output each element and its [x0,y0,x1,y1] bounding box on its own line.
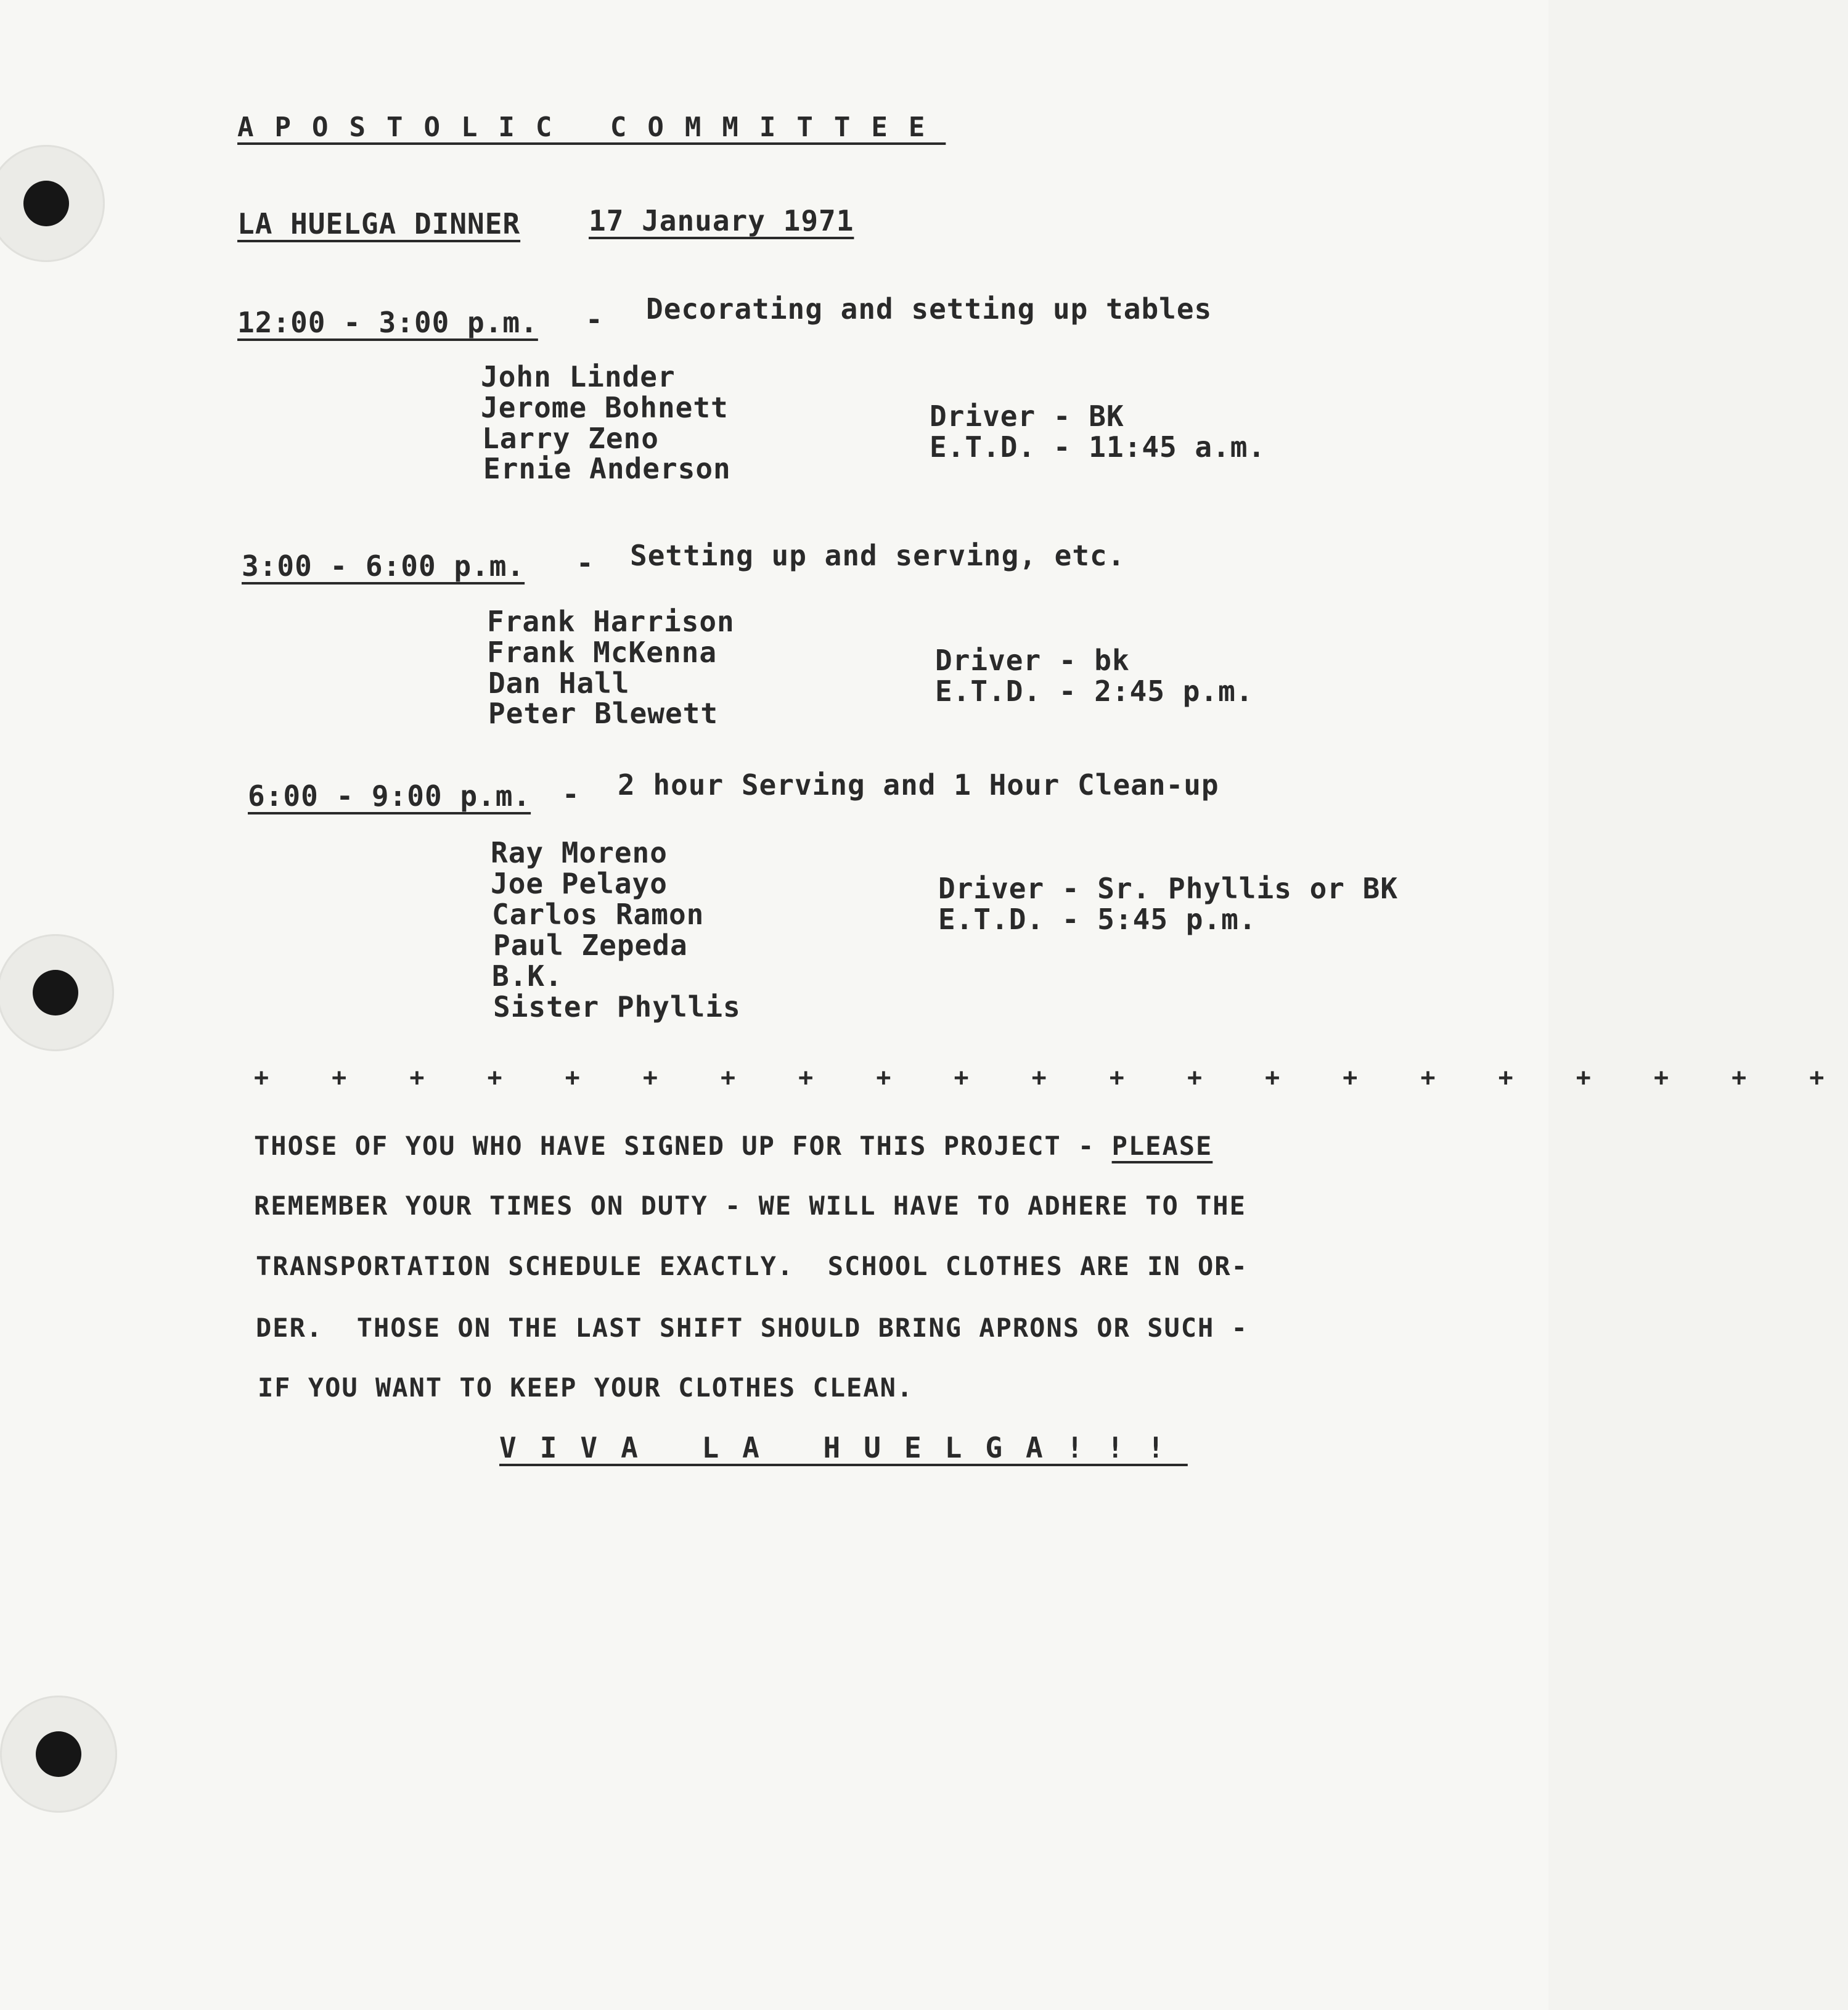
driver-info: Driver - BK [930,400,1124,433]
punch-hole-top [0,145,105,262]
volunteer-name: Carlos Ramon [492,898,705,931]
document-title: APOSTOLIC COMMITTEE [237,112,946,143]
event-name: LA HUELGA DINNER [237,207,521,240]
punch-hole-middle [0,934,114,1051]
shift-task: Setting up and serving, etc. [630,539,1126,572]
volunteer-name: Jerome Bohnett [481,391,729,424]
notice-line: IF YOU WANT TO KEEP YOUR CLOTHES CLEAN. [258,1372,914,1403]
shift-dash: - [576,546,594,580]
closing-slogan: VIVA LA HUELGA!!! [499,1431,1188,1464]
volunteer-name: Peter Blewett [488,697,719,730]
volunteer-name: Frank Harrison [487,605,735,638]
shift-dash: - [586,303,603,336]
notice-line [254,1133,1212,1159]
notice-line: REMEMBER YOUR TIMES ON DUTY - WE WILL HAVE TO ADHERE TO THE [254,1191,1246,1221]
volunteer-name: Sister Phyllis [493,990,741,1023]
shift-task: 2 hour Serving and 1 Hour Clean-up [618,768,1219,802]
etd-info: E.T.D. - 11:45 a.m. [930,430,1266,464]
driver-info: Driver - bk [935,644,1130,677]
shift-dash: - [562,777,580,811]
volunteer-name: Paul Zepeda [493,929,688,962]
driver-info: Driver - Sr. Phyllis or BK [938,872,1399,905]
volunteer-name: Joe Pelayo [491,867,668,900]
volunteer-name: Dan Hall [488,667,630,700]
notice-line-text: THOSE OF YOU WHO HAVE SIGNED UP FOR THIS PROJECT - [254,1131,1112,1161]
notice-emphasis: PLEASE [1111,1131,1213,1161]
notice-line: DER. THOSE ON THE LAST SHIFT SHOULD BRING APRONS OR SUCH - [256,1313,1248,1343]
shift-task: Decorating and setting up tables [646,292,1212,326]
volunteer-name: Ray Moreno [491,836,668,869]
shift-time: 3:00 - 6:00 p.m. [242,549,525,583]
etd-info: E.T.D. - 5:45 p.m. [938,903,1257,936]
event-date: 17 January 1971 [589,204,854,237]
volunteer-name: Frank McKenna [487,636,718,669]
etd-info: E.T.D. - 2:45 p.m. [935,675,1254,708]
punch-hole-bottom [0,1696,117,1813]
volunteer-name: Ernie Anderson [483,452,731,485]
volunteer-name: John Linder [481,360,676,393]
shift-time: 6:00 - 9:00 p.m. [248,779,531,813]
notice-line: TRANSPORTATION SCHEDULE EXACTLY. SCHOOL CLOTHES ARE IN OR- [256,1251,1248,1281]
volunteer-name: B.K. [492,959,563,993]
shift-time: 12:00 - 3:00 p.m. [237,306,538,339]
separator-row: + + + + + + + + + + + + + + + + + + + + + [254,1064,1848,1092]
volunteer-name: Larry Zeno [482,422,659,455]
